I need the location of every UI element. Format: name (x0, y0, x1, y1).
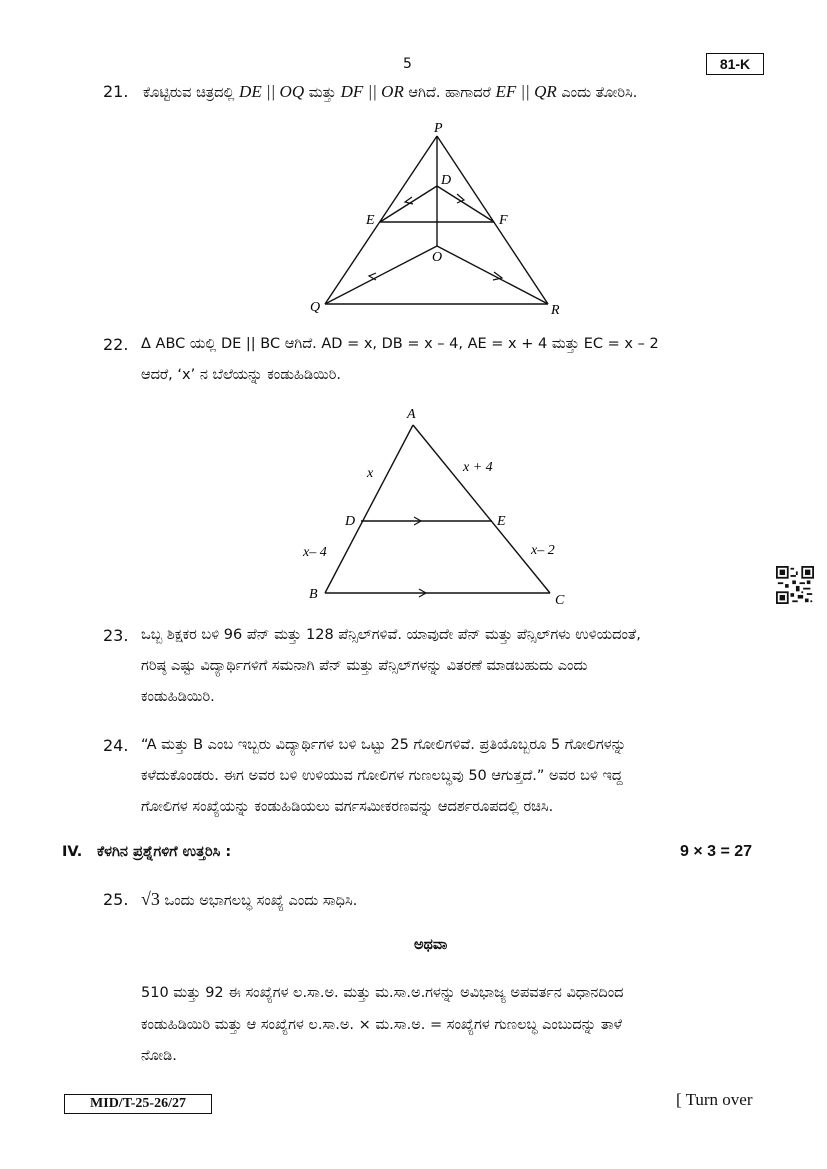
q21-number: 21. (103, 82, 129, 101)
q23-line1: ಒಬ್ಬ ಶಿಕ್ಷಕರ ಬಳಿ 96 ಪೆನ್ ಮತ್ತು 128 ಪೆನ್ಸಿಲ್‌ಗಳಿವೆ. ಯಾವುದೇ ಪೆನ್ ಮತ್ತು ಪೆನ್ಸಿಲ್‌ಗಳು ಉಳಿಯದಂತೆ, (141, 627, 641, 643)
q24-line2: ಕಳೆದುಕೊಂಡರು. ಈಗ ಅವರ ಬಳಿ ಉಳಿಯುವ ಗೋಲಿಗಳ ಗುಣಲಬ್ಧವು 50 ಆಗುತ್ತದೆ.” ಅವರ ಬಳಿ ಇದ್ದ (141, 768, 623, 784)
q25-alt-line1: 510 ಮತ್ತು 92 ಈ ಸಂಖ್ಯೆಗಳ ಲ.ಸಾ.ಅ. ಮತ್ತು ಮ.ಸಾ.ಅ.ಗಳನ್ನು ಅವಿಭಾಜ್ಯ ಅಪವರ್ತನ ವಿಧಾನದಿಂದ (141, 985, 624, 1001)
q22-figure (295, 400, 585, 610)
line-PQ (325, 136, 437, 304)
q22-number: 22. (103, 335, 129, 354)
label-D: D (441, 173, 452, 188)
q23-line3: ಕಂಡುಹಿಡಿಯಿರಿ. (141, 689, 215, 705)
q22-line1: Δ ABC ಯಲ್ಲಿ DE || BC ಆಗಿದೆ. AD = x, DB = x – 4, AE = x + 4 ಮತ್ತು EC = x – 2 (141, 336, 659, 352)
qr-code (776, 566, 814, 604)
q23-number: 23. (103, 626, 129, 645)
radical-3: √3 (141, 889, 160, 909)
footer-code: MID/T-25-26/27 (64, 1094, 212, 1114)
line-DF (437, 186, 494, 222)
label-D: D (345, 514, 356, 529)
q21-figure (300, 118, 570, 318)
q25-alt-line2: ಕಂಡುಹಿಡಿಯಿರಿ ಮತ್ತು ಆ ಸಂಖ್ಯೆಗಳ ಲ.ಸಾ.ಅ. × ಮ.ಸಾ.ಅ. = ಸಂಖ್ಯೆಗಳ ಗುಣಲಬ್ಧ ಎಂಬುದನ್ನು ತಾಳೆ (141, 1017, 623, 1033)
q25-number: 25. (103, 890, 129, 909)
q23-line2: ಗರಿಷ್ಠ ಎಷ್ಟು ವಿದ್ಯಾರ್ಥಿಗಳಿಗೆ ಸಮನಾಗಿ ಪೆನ್ ಮತ್ತು ಪೆನ್ಸಿಲ್‌ಗಳನ್ನು ವಿತರಣೆ ಮಾಡಬಹುದು ಎಂದು (141, 658, 588, 674)
q24-line3: ಗೋಲಿಗಳ ಸಂಖ್ಯೆಯನ್ನು ಕಂಡುಹಿಡಿಯಲು ವರ್ಗಸಮೀಕರಣವನ್ನು ಆದರ್ಶರೂಪದಲ್ಲಿ ರಚಿಸಿ. (141, 799, 554, 815)
q25-text: √3 ಒಂದು ಅಭಾಗಲಬ್ಧ ಸಂಖ್ಯೆ ಎಂದು ಸಾಧಿಸಿ. (141, 889, 358, 909)
label-B: B (309, 587, 318, 602)
label-DB: x– 4 (303, 545, 327, 560)
label-E: E (366, 213, 375, 228)
q22-line2: ಆದರೆ, ‘x’ ನ ಬೆಲೆಯನ್ನು ಕಂಡುಹಿಡಿಯಿರಿ. (141, 367, 341, 383)
label-E: E (497, 514, 506, 529)
label-P: P (434, 121, 443, 136)
label-O: O (432, 250, 443, 265)
label-F: F (499, 213, 508, 228)
line-AC (413, 425, 550, 593)
label-EC: x– 2 (531, 543, 555, 558)
q21-text: ಕೊಟ್ಟಿರುವ ಚಿತ್ರದಲ್ಲಿ DE || OQ ಮತ್ತು DF || OR ಆಗಿದೆ. ಹಾಗಾದರೆ EF || QR ಎಂದು ತೋರಿಸಿ. (143, 82, 638, 101)
label-Q: Q (310, 300, 321, 315)
section-number: IV. (62, 844, 83, 860)
label-R: R (551, 303, 560, 318)
page-number: 5 (403, 56, 412, 72)
line-AB (325, 425, 413, 593)
line-PR (437, 136, 548, 304)
section-marks: 9 × 3 = 27 (680, 843, 753, 860)
label-A: A (407, 407, 416, 422)
line-OR (437, 246, 548, 304)
label-AE: x + 4 (463, 460, 493, 475)
label-C: C (555, 593, 565, 608)
label-AD: x (367, 466, 374, 481)
q24-number: 24. (103, 736, 129, 755)
turn-over: [ Turn over (676, 1090, 753, 1109)
or-label: ಅಥವಾ (414, 937, 448, 953)
q25-alt-line3: ನೋಡಿ. (141, 1048, 177, 1064)
line-OQ (325, 246, 437, 304)
section-title: ಕೆಳಗಿನ ಪ್ರಶ್ನೆಗಳಿಗೆ ಉತ್ತರಿಸಿ : (97, 844, 232, 860)
arrow-DE (405, 197, 413, 204)
paper-code: 81-K (706, 53, 764, 75)
line-DE (380, 186, 437, 222)
q24-line1: “A ಮತ್ತು B ಎಂಬ ಇಬ್ಬರು ವಿದ್ಯಾರ್ಥಿಗಳ ಬಳಿ ಒಟ್ಟು 25 ಗೋಲಿಗಳಿವೆ. ಪ್ರತಿಯೊಬ್ಬರೂ 5 ಗೋಲಿಗಳನ್ನು (141, 737, 627, 753)
